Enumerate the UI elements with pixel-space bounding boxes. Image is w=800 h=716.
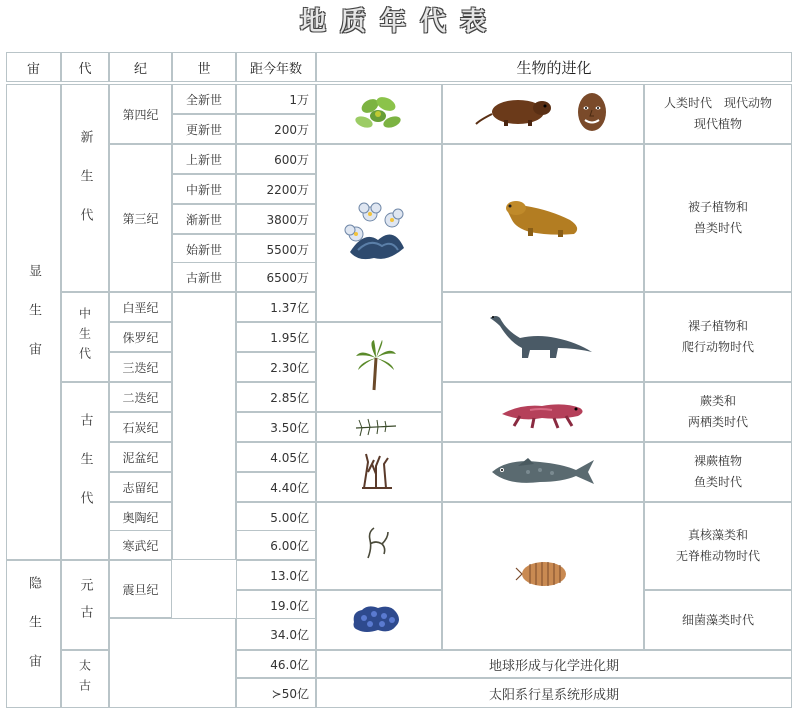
years-cell: 19.0亿 (236, 590, 316, 620)
years-cell: 1万 (236, 84, 316, 114)
years-cell: 200万 (236, 114, 316, 144)
epoch-blank (172, 292, 236, 560)
era-cenozoic: 新生代 (61, 84, 109, 292)
epoch-eocene: 始新世 (172, 234, 236, 264)
rodent-icon (474, 94, 554, 130)
period-cambrian: 寒武纪 (109, 530, 172, 560)
era-archean: 太古 (61, 650, 109, 708)
trilobite-icon (514, 558, 570, 590)
epoch-miocene: 中新世 (172, 174, 236, 204)
period-devonian: 泥盆纪 (109, 442, 172, 472)
desc-gymnosperm: 裸子植物和 爬行动物时代 (644, 292, 792, 382)
header-epoch: 世 (172, 52, 236, 82)
period-sinian: 震旦纪 (109, 560, 172, 618)
years-cell: 46.0亿 (236, 650, 316, 678)
desc-algae: 真核藻类和 无脊椎动物时代 (644, 502, 792, 590)
period-blank (109, 618, 236, 708)
mammal-icon (500, 192, 584, 240)
years-cell: 600万 (236, 144, 316, 174)
palm-icon (354, 340, 398, 392)
years-cell: 1.37亿 (236, 292, 316, 322)
years-cell: ≻50亿 (236, 678, 316, 708)
period-quaternary: 第四纪 (109, 84, 172, 144)
desc-bacteria: 细菌藻类时代 (644, 590, 792, 650)
years-cell: 6500万 (236, 262, 316, 292)
desc-human: 人类时代 现代动物 现代植物 (644, 84, 792, 144)
eon-cryptozoic: 隐生宙 (6, 560, 61, 708)
years-cell: 1.95亿 (236, 322, 316, 352)
years-cell: 2.85亿 (236, 382, 316, 412)
header-eon: 宙 (6, 52, 61, 82)
human-face-icon (574, 90, 610, 134)
header-period: 纪 (109, 52, 172, 82)
years-cell: 6.00亿 (236, 530, 316, 560)
epoch-pleistocene: 更新世 (172, 114, 236, 144)
years-cell: 4.40亿 (236, 472, 316, 502)
header-evolution: 生物的进化 (316, 52, 792, 82)
algae-icon (362, 526, 392, 560)
header-era: 代 (61, 52, 109, 82)
eon-phanerozoic: 显生宙 (6, 84, 61, 560)
years-cell: 2200万 (236, 174, 316, 204)
era-paleozoic: 古生代 (61, 382, 109, 560)
era-proterozoic: 元古 (61, 560, 109, 650)
era-mesozoic: 中生代 (61, 292, 109, 382)
bacteria-icon (350, 604, 402, 634)
desc-psilophyte: 裸蕨植物 鱼类时代 (644, 442, 792, 502)
years-cell: 34.0亿 (236, 618, 316, 650)
period-permian: 二迭纪 (109, 382, 172, 412)
epoch-pliocene: 上新世 (172, 144, 236, 174)
desc-chem-evolution: 地球形成与化学进化期 (316, 650, 792, 678)
fish-icon (488, 454, 596, 490)
years-cell: 3.50亿 (236, 412, 316, 442)
desc-fern: 蕨类和 两栖类时代 (644, 382, 792, 442)
desc-solar-system: 太阳系行星系统形成期 (316, 678, 792, 708)
epoch-holocene: 全新世 (172, 84, 236, 114)
period-triassic: 三迭纪 (109, 352, 172, 382)
period-carboniferous: 石炭纪 (109, 412, 172, 442)
header-years: 距今年数 (236, 52, 316, 82)
desc-angiosperm: 被子植物和 兽类时代 (644, 144, 792, 292)
period-cretaceous: 白垩纪 (109, 292, 172, 322)
page-title: 地质年代表 (299, 7, 500, 37)
years-cell: 3800万 (236, 204, 316, 234)
fern-icon (354, 416, 398, 438)
dinosaur-icon (486, 312, 594, 360)
flower-icon (344, 200, 408, 262)
period-silurian: 志留纪 (109, 472, 172, 502)
years-cell: 13.0亿 (236, 560, 316, 590)
epoch-oligocene: 渐新世 (172, 204, 236, 234)
psilophyte-icon (360, 452, 394, 490)
period-jurassic: 侏罗纪 (109, 322, 172, 352)
period-ordovician: 奥陶纪 (109, 502, 172, 532)
epoch-paleocene: 古新世 (172, 262, 236, 292)
years-cell: 5500万 (236, 234, 316, 264)
years-cell: 2.30亿 (236, 352, 316, 382)
amphibian-icon (500, 394, 586, 430)
modern-plant-icon (352, 92, 406, 136)
years-cell: 5.00亿 (236, 502, 316, 532)
period-tertiary: 第三纪 (109, 144, 172, 292)
years-cell: 4.05亿 (236, 442, 316, 472)
